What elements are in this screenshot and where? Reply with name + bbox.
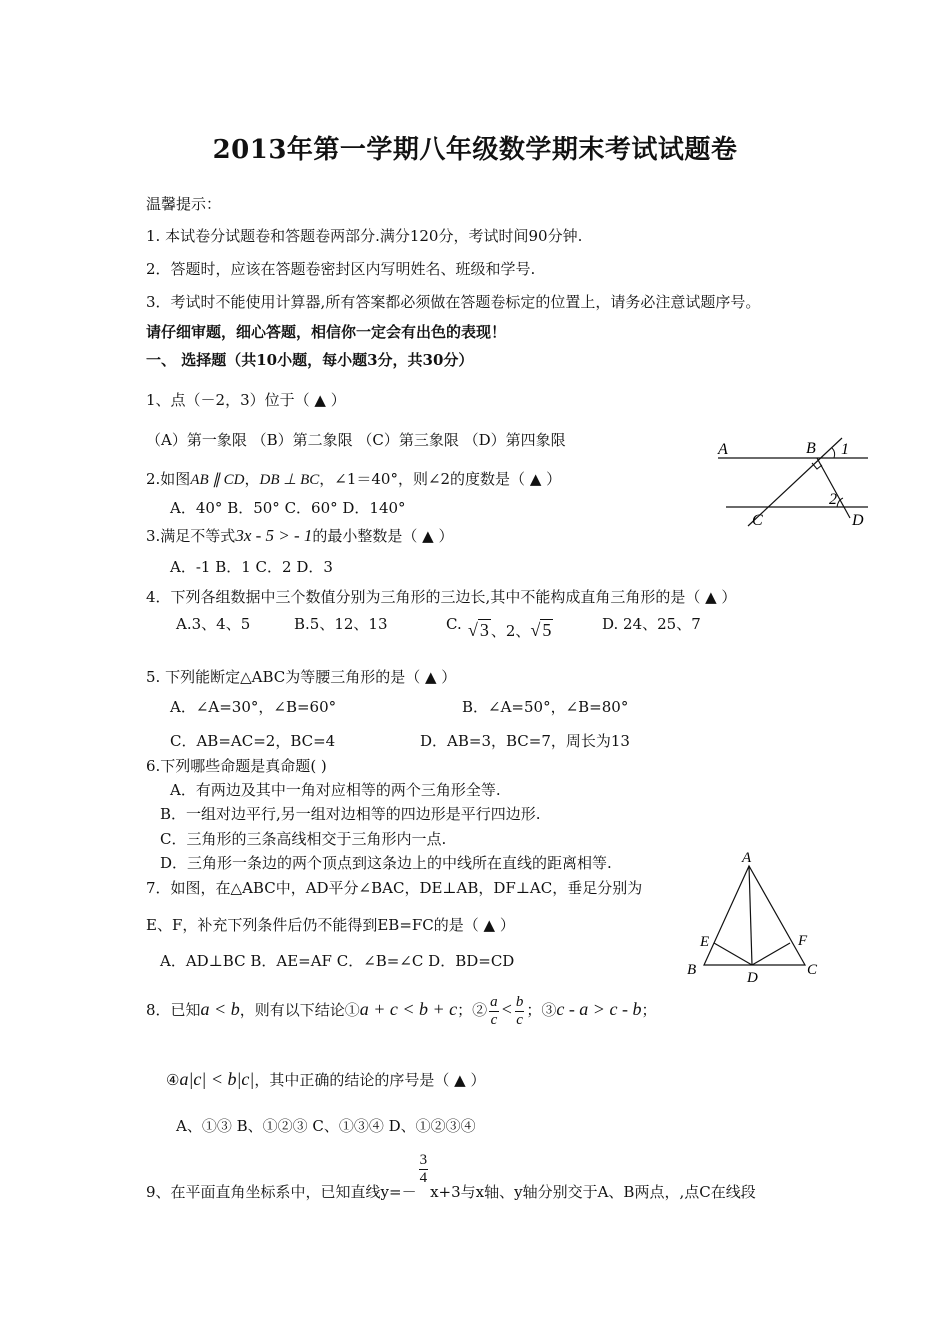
q6-option-a: A．有两边及其中一角对应相等的两个三角形全等. (170, 781, 501, 799)
q8-options: A、①③ B、①②③ C、①③④ D、①②③④ (176, 1117, 476, 1135)
label-a: A (718, 441, 728, 458)
q2-options: A．40° B．50° C．60° D．140° (170, 499, 406, 517)
sqrt-3: √ 3 (468, 620, 489, 640)
encouragement: 请仔细审题，细心答题，相信你一定会有出色的表现！ (146, 323, 507, 341)
segment-bd (817, 458, 850, 518)
segment-de (714, 943, 752, 965)
q8-conclusion-4: ④a|c| < b|c|，其中正确的结论的序号是（ ▲ ） (166, 1069, 486, 1089)
q2-stem: 2.如图AB ∥ CD，DB ⊥ BC，∠1＝40°，则∠2的度数是（ ▲ ） (146, 470, 562, 488)
q4-stem: 4．下列各组数据中三个数值分别为三角形的三边长,其中不能构成直角三角形的是（ ▲ ） (146, 588, 737, 606)
q7-stem-line-2: E、F，补充下列条件后仍不能得到EB=FC的是（ ▲ ） (146, 916, 515, 934)
page-title: 2013年第一学期八年级数学期末考试试题卷 (212, 135, 738, 165)
q4-option-a: A.3、4、5 (176, 615, 251, 633)
segment-df (752, 943, 790, 965)
triangle-abc (704, 866, 805, 965)
q3-stem: 3.满足不等式3x - 5 > - 1的最小整数是（ ▲ ） (146, 526, 454, 545)
tips-heading: 温馨提示： (146, 195, 222, 213)
q1-stem: 1、点（－2，3）位于（ ▲ ） (146, 391, 346, 409)
label-f: F (798, 933, 808, 949)
fraction-a-over-c: $\frac{a}{c}$ (490, 993, 498, 1028)
label-b: B (806, 440, 816, 457)
q8-stem: 8．已知a < b，则有以下结论①a + c < b + c；② $\frac{a}{c}$ < $\frac{b}{c}$ ；③c - a > c - b； (146, 993, 657, 1028)
q7-stem-line-1: 7．如图，在△ABC中，AD平分∠BAC，DE⊥AB，DF⊥AC，垂足分别为 (146, 879, 643, 897)
label-c: C (807, 962, 818, 978)
tip-1: 1. 本试卷分试题卷和答题卷两部分.满分120分，考试时间90分钟. (146, 227, 583, 245)
label-a: A (742, 850, 752, 866)
segment-ad (749, 866, 752, 965)
q6-stem: 6.下列哪些命题是真命题( ) (146, 757, 327, 775)
section-1-heading: 一、 选择题（共10小题，每小题3分，共30分） (146, 351, 474, 369)
q4-option-b: B.5、12、13 (294, 615, 388, 633)
q3-options: A．-1 B．1 C．2 D．3 (170, 558, 333, 576)
q5-option-b: B．∠A=50°，∠B=80° (462, 698, 629, 716)
label-d: D (747, 970, 758, 986)
q7-figure (682, 848, 832, 988)
sqrt-5: √ 5 (530, 620, 552, 640)
label-1: 1 (841, 441, 849, 458)
q6-option-b: B．一组对边平行,另一组对边相等的四边形是平行四边形. (160, 805, 541, 823)
tip-3: 3．考试时不能使用计算器,所有答案都必须做在答题卷标定的位置上，请务必注意试题序号。 (146, 293, 761, 311)
label-b: B (687, 962, 697, 978)
q1-options: （A）第一象限 （B）第二象限 （C）第三象限 （D）第四象限 (146, 431, 566, 449)
q6-option-c: C．三角形的三条高线相交于三角形内一点. (160, 830, 447, 848)
q4-option-d: D. 24、25、7 (602, 615, 701, 633)
q7-options: A．AD⊥BC B．AE=AF C．∠B=∠C D．BD=CD (160, 952, 515, 970)
q5-option-a: A．∠A=30°，∠B=60° (170, 698, 337, 716)
tip-2: 2．答题时，应该在答题卷密封区内写明姓名、班级和学号. (146, 260, 536, 278)
q6-option-d: D．三角形一条边的两个顶点到这条边上的中线所在直线的距离相等. (160, 854, 612, 872)
fraction-3-over-4: $\frac{3}{4}$ (419, 1152, 428, 1186)
angle-1-arc (832, 448, 835, 458)
q4-option-c-values: √ 3 、2、√ 5 (468, 620, 552, 640)
fraction-b-over-c: $\frac{b}{c}$ (515, 993, 524, 1028)
q5-option-d: D．AB=3，BC=7，周长为13 (420, 732, 630, 750)
q4-option-c: C. (446, 615, 462, 633)
label-c: C (752, 512, 763, 529)
label-e: E (700, 934, 710, 950)
q9-stem: 9、在平面直角坐标系中，已知直线y=－ $\frac{3}{4}$ x+3与x轴、y轴分别交于A、B两点，,点C在线段 (146, 1152, 756, 1201)
label-d: D (852, 512, 864, 529)
q2-figure (712, 432, 882, 532)
label-2: 2 (829, 491, 837, 508)
q5-stem: 5. 下列能断定△ABC为等腰三角形的是（ ▲ ） (146, 668, 457, 686)
q5-option-c: C．AB=AC=2，BC=4 (170, 732, 336, 750)
